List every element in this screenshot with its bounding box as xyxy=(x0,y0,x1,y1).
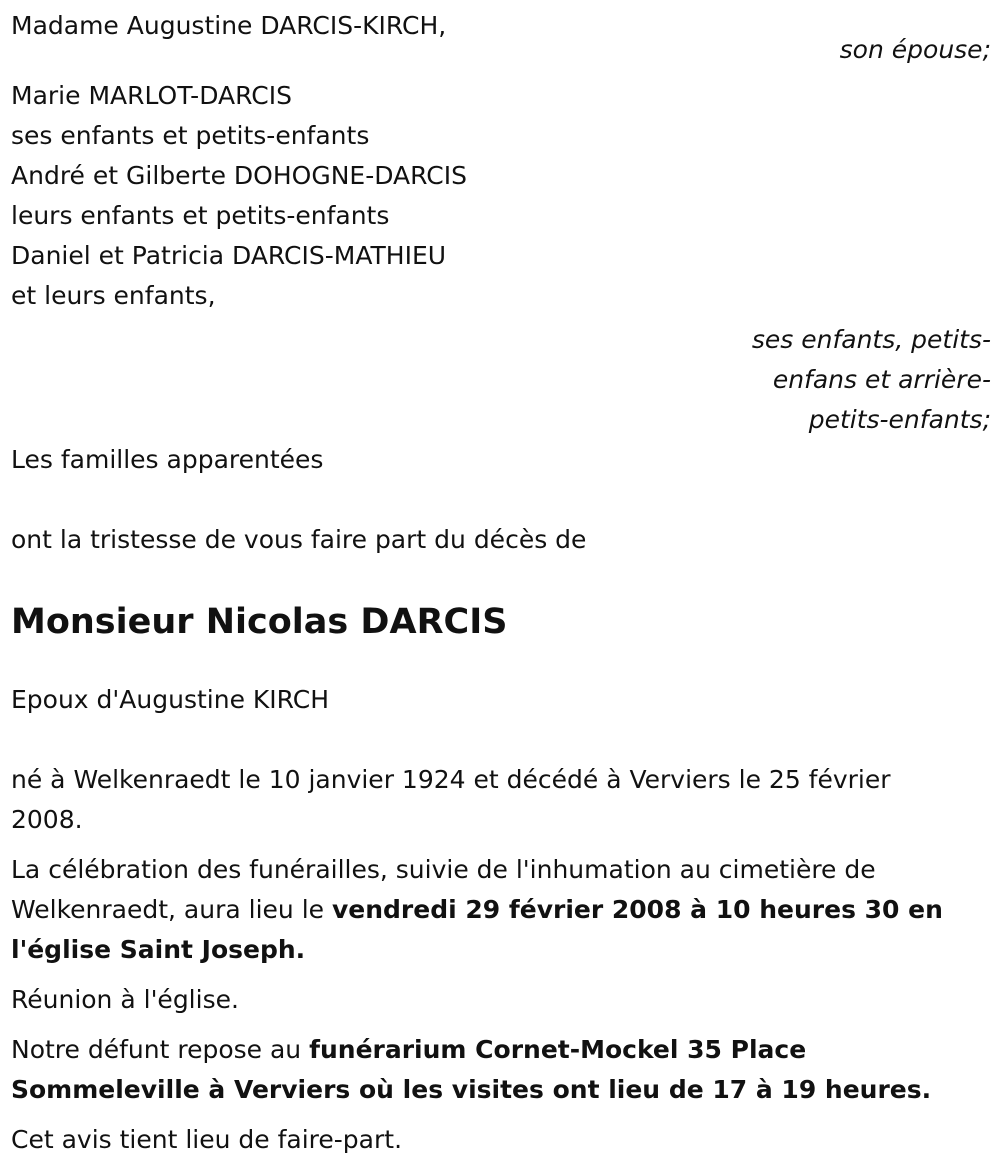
announcement-text: ont la tristesse de vous faire part du décès de xyxy=(11,525,587,554)
funeral-prefix: La célébration des funérailles, suivie de l'inhumation au cimetière de Welkenraedt, aura lieu le xyxy=(11,855,876,924)
funeral-details: vendredi 29 février 2008 à 10 heures 30 en l'église Saint Joseph. xyxy=(11,895,943,964)
birth-death-info: né à Welkenraedt le 10 janvier 1924 et décédé à Verviers le 25 février 2008. xyxy=(11,765,891,834)
children-relation-line: ses enfants, petits- xyxy=(751,325,991,354)
children-list xyxy=(11,76,991,316)
children-line: leurs enfants et petits-enfants xyxy=(11,201,390,230)
children-relation xyxy=(11,320,991,440)
visitation-details: funérarium Cornet-Mockel 35 Place Sommeleville à Verviers où les visites ont lieu de 17 à 19 heures. xyxy=(11,1035,932,1104)
visitation-info xyxy=(11,1030,956,1110)
related-families: Les familles apparentées xyxy=(11,445,324,474)
funeral-info xyxy=(11,850,956,970)
reunion-info: Réunion à l'église. xyxy=(11,985,239,1014)
children-relation-line: enfans et arrière- xyxy=(772,365,991,394)
death-notice xyxy=(11,6,991,1160)
deceased-name: Monsieur Nicolas DARCIS xyxy=(11,602,508,642)
children-line: et leurs enfants, xyxy=(11,281,216,310)
children-relation-line: petits-enfants; xyxy=(808,405,991,434)
children-line: André et Gilberte DOHOGNE-DARCIS xyxy=(11,161,467,190)
widow-name: Madame Augustine DARCIS-KIRCH, xyxy=(11,11,447,40)
children-line: Marie MARLOT-DARCIS xyxy=(11,81,292,110)
children-line: Daniel et Patricia DARCIS-MATHIEU xyxy=(11,241,447,270)
widow-relation: son épouse; xyxy=(839,35,991,64)
closing-note: Cet avis tient lieu de faire-part. xyxy=(11,1125,403,1154)
deceased-spouse: Epoux d'Augustine KIRCH xyxy=(11,685,330,714)
children-line: ses enfants et petits-enfants xyxy=(11,121,370,150)
visitation-prefix: Notre défunt repose au xyxy=(11,1035,310,1064)
